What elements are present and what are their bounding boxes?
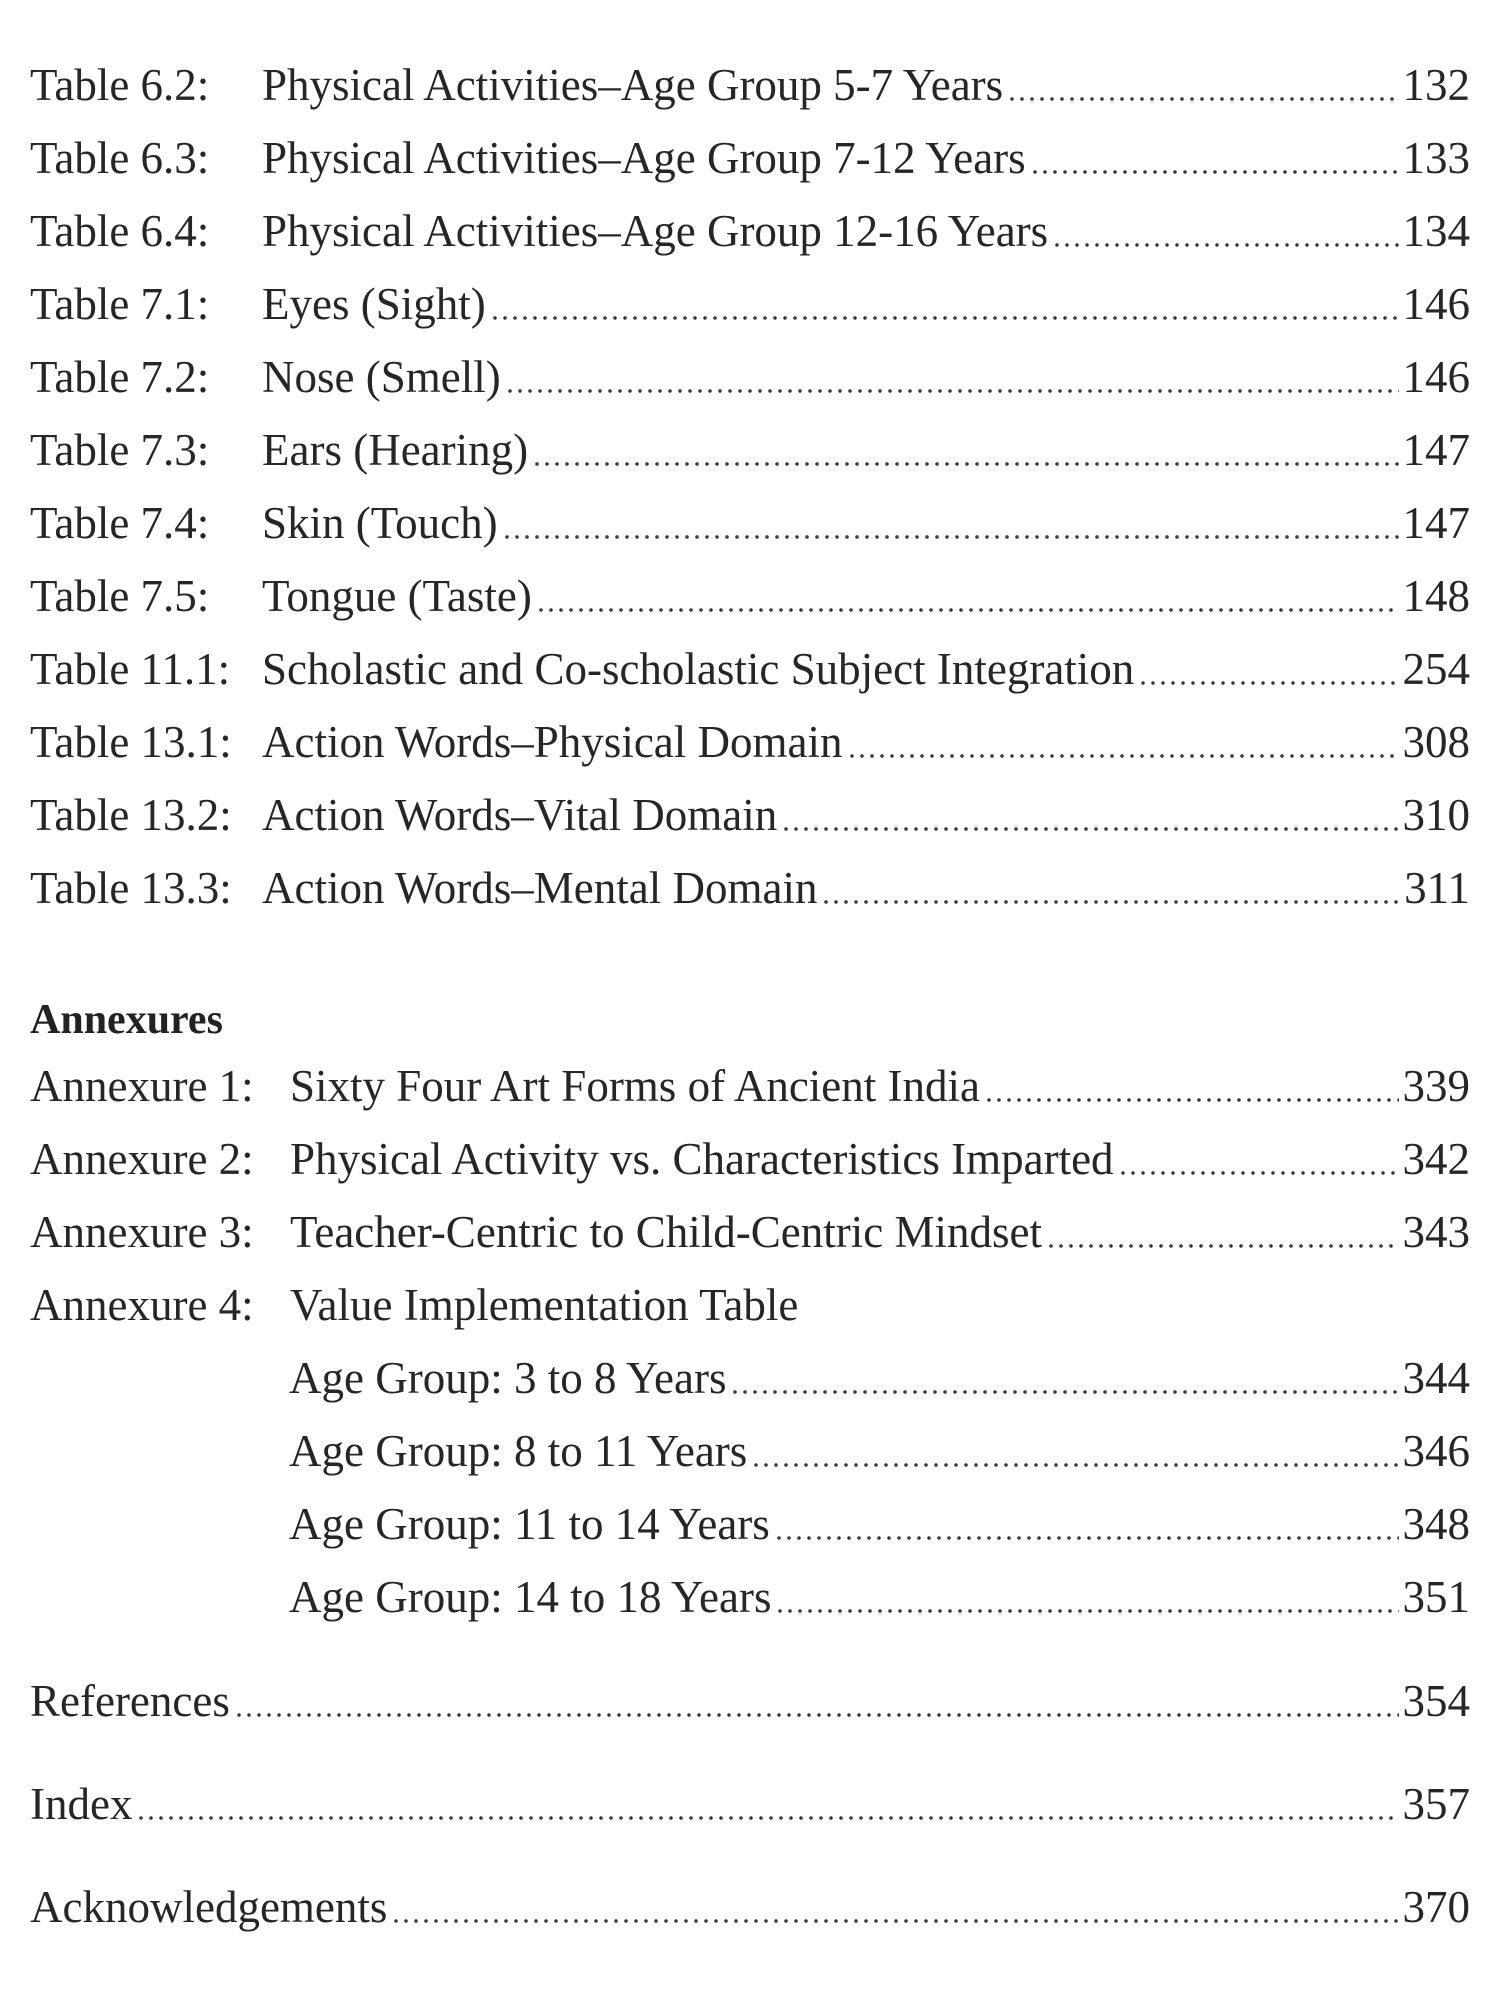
entry-title: Skin (Touch): [262, 498, 498, 548]
toc-entry-table-7-1[interactable]: [30, 269, 1470, 339]
toc-entry-table-7-2[interactable]: [30, 342, 1470, 412]
entry-title: Value Implementation Table: [290, 1280, 799, 1330]
toc-entry-table-7-5[interactable]: [30, 561, 1470, 631]
entry-page-number: 370: [1402, 1882, 1470, 1932]
entry-page-number: 346: [1402, 1426, 1470, 1476]
toc-subentry-age-14-18[interactable]: [289, 1562, 1470, 1632]
entry-title: Age Group: 14 to 18 Years: [289, 1572, 772, 1622]
dot-leader: [490, 316, 1399, 320]
entry-title: Sixty Four Art Forms of Ancient India: [290, 1061, 980, 1111]
entry-title: Teacher-Centric to Child-Centric Mindset: [290, 1207, 1042, 1257]
dot-leader: [774, 1536, 1399, 1540]
entry-page-number: 343: [1402, 1207, 1470, 1257]
toc-subentry-age-8-11[interactable]: [289, 1416, 1470, 1486]
toc-entry-table-6-4[interactable]: [30, 196, 1470, 266]
entry-label: Table 13.3:: [30, 863, 232, 913]
entry-page-number: 357: [1402, 1779, 1470, 1829]
entry-label: Table 7.4:: [30, 498, 210, 548]
entry-page-number: 133: [1402, 133, 1470, 183]
dot-leader: [532, 462, 1398, 466]
dot-leader: [1007, 97, 1398, 101]
entry-label: Table 6.3:: [30, 133, 210, 183]
entry-page-number: 148: [1402, 571, 1470, 621]
entry-title: Age Group: 11 to 14 Years: [289, 1499, 770, 1549]
entry-page-number: 351: [1402, 1572, 1470, 1622]
entry-label: Table 6.4:: [30, 206, 210, 256]
entry-title: Physical Activity vs. Characteristics Imparted: [290, 1134, 1114, 1184]
entry-page-number: 342: [1402, 1134, 1470, 1184]
entry-page-number: 146: [1402, 352, 1470, 402]
toc-entry-table-6-2[interactable]: [30, 50, 1470, 120]
toc-entry-annexure-2[interactable]: [30, 1124, 1470, 1194]
toc-entry-table-13-3[interactable]: [30, 853, 1470, 923]
entry-title: Action Words–Physical Domain: [262, 717, 843, 767]
toc-entry-index[interactable]: [30, 1769, 1470, 1839]
entry-title: Scholastic and Co-scholastic Subject Integration: [262, 644, 1135, 694]
entry-label: Annexure 2:: [30, 1134, 254, 1184]
toc-entry-table-6-3[interactable]: [30, 123, 1470, 193]
entry-title: Index: [30, 1779, 133, 1829]
entry-label: Table 11.1:: [30, 644, 231, 694]
dot-leader: [781, 827, 1398, 831]
dot-leader: [984, 1098, 1399, 1102]
entry-title: Age Group: 3 to 8 Years: [289, 1353, 727, 1403]
entry-label: Annexure 3:: [30, 1207, 254, 1257]
entry-label: Table 7.3:: [30, 425, 210, 475]
entry-page-number: 146: [1402, 279, 1470, 329]
entry-page-number: 348: [1402, 1499, 1470, 1549]
dot-leader: [136, 1816, 1398, 1820]
dot-leader: [505, 389, 1399, 393]
entry-page-number: 134: [1402, 206, 1470, 256]
dot-leader: [536, 608, 1399, 612]
entry-page-number: 339: [1402, 1061, 1470, 1111]
entry-page-number: 147: [1402, 425, 1470, 475]
entry-label: Annexure 4:: [30, 1280, 254, 1330]
toc-subentry-age-11-14[interactable]: [289, 1489, 1470, 1559]
entry-title: Physical Activities–Age Group 7-12 Years: [262, 133, 1026, 183]
entry-label: Table 7.1:: [30, 279, 210, 329]
entry-title: Action Words–Mental Domain: [262, 863, 818, 913]
entry-label: Table 6.2:: [30, 60, 210, 110]
dot-leader: [730, 1390, 1398, 1394]
dot-leader: [1046, 1244, 1399, 1248]
entry-page-number: 132: [1402, 60, 1470, 110]
entry-title: Tongue (Taste): [262, 571, 532, 621]
entry-page-number: 344: [1402, 1353, 1470, 1403]
entry-page-number: 311: [1404, 863, 1470, 913]
entry-title: Physical Activities–Age Group 5-7 Years: [262, 60, 1004, 110]
toc-entry-annexure-3[interactable]: [30, 1197, 1470, 1267]
dot-leader: [1052, 243, 1398, 247]
entry-title: References: [30, 1676, 230, 1726]
entry-label: Annexure 1:: [30, 1061, 254, 1111]
dot-leader: [1138, 681, 1398, 685]
dot-leader: [502, 535, 1399, 539]
entry-page-number: 308: [1402, 717, 1470, 767]
toc-entry-annexure-1[interactable]: [30, 1051, 1470, 1121]
toc-entry-table-11-1[interactable]: [30, 634, 1470, 704]
toc-entry-references[interactable]: [30, 1666, 1470, 1736]
entry-page-number: 354: [1402, 1676, 1470, 1726]
toc-entry-acknowledgements[interactable]: [30, 1872, 1470, 1942]
dot-leader: [1118, 1171, 1399, 1175]
entry-label: Table 13.1:: [30, 717, 232, 767]
annexures-heading: Annexures: [30, 997, 223, 1043]
entry-title: Acknowledgements: [30, 1882, 388, 1932]
toc-entry-table-7-3[interactable]: [30, 415, 1470, 485]
toc-entry-table-7-4[interactable]: [30, 488, 1470, 558]
toc-entry-table-13-2[interactable]: [30, 780, 1470, 850]
entry-page-number: 254: [1402, 644, 1470, 694]
entry-label: Table 7.5:: [30, 571, 210, 621]
toc-entry-table-13-1[interactable]: [30, 707, 1470, 777]
dot-leader: [1030, 170, 1399, 174]
entry-title: Action Words–Vital Domain: [262, 790, 778, 840]
entry-title: Ears (Hearing): [262, 425, 529, 475]
dot-leader: [751, 1463, 1398, 1467]
entry-page-number: 310: [1402, 790, 1470, 840]
dot-leader: [391, 1919, 1398, 1923]
entry-page-number: 147: [1402, 498, 1470, 548]
entry-title: Nose (Smell): [262, 352, 501, 402]
dot-leader: [775, 1609, 1398, 1613]
toc-subentry-age-3-8[interactable]: [289, 1343, 1470, 1413]
entry-title: Physical Activities–Age Group 12-16 Years: [262, 206, 1049, 256]
entry-title: Age Group: 8 to 11 Years: [289, 1426, 748, 1476]
dot-leader: [234, 1713, 1399, 1717]
entry-label: Table 7.2:: [30, 352, 210, 402]
entry-label: Table 13.2:: [30, 790, 232, 840]
entry-title: Eyes (Sight): [262, 279, 486, 329]
dot-leader: [821, 900, 1400, 904]
dot-leader: [847, 754, 1399, 758]
toc-entry-annexure-4[interactable]: [30, 1270, 1470, 1340]
